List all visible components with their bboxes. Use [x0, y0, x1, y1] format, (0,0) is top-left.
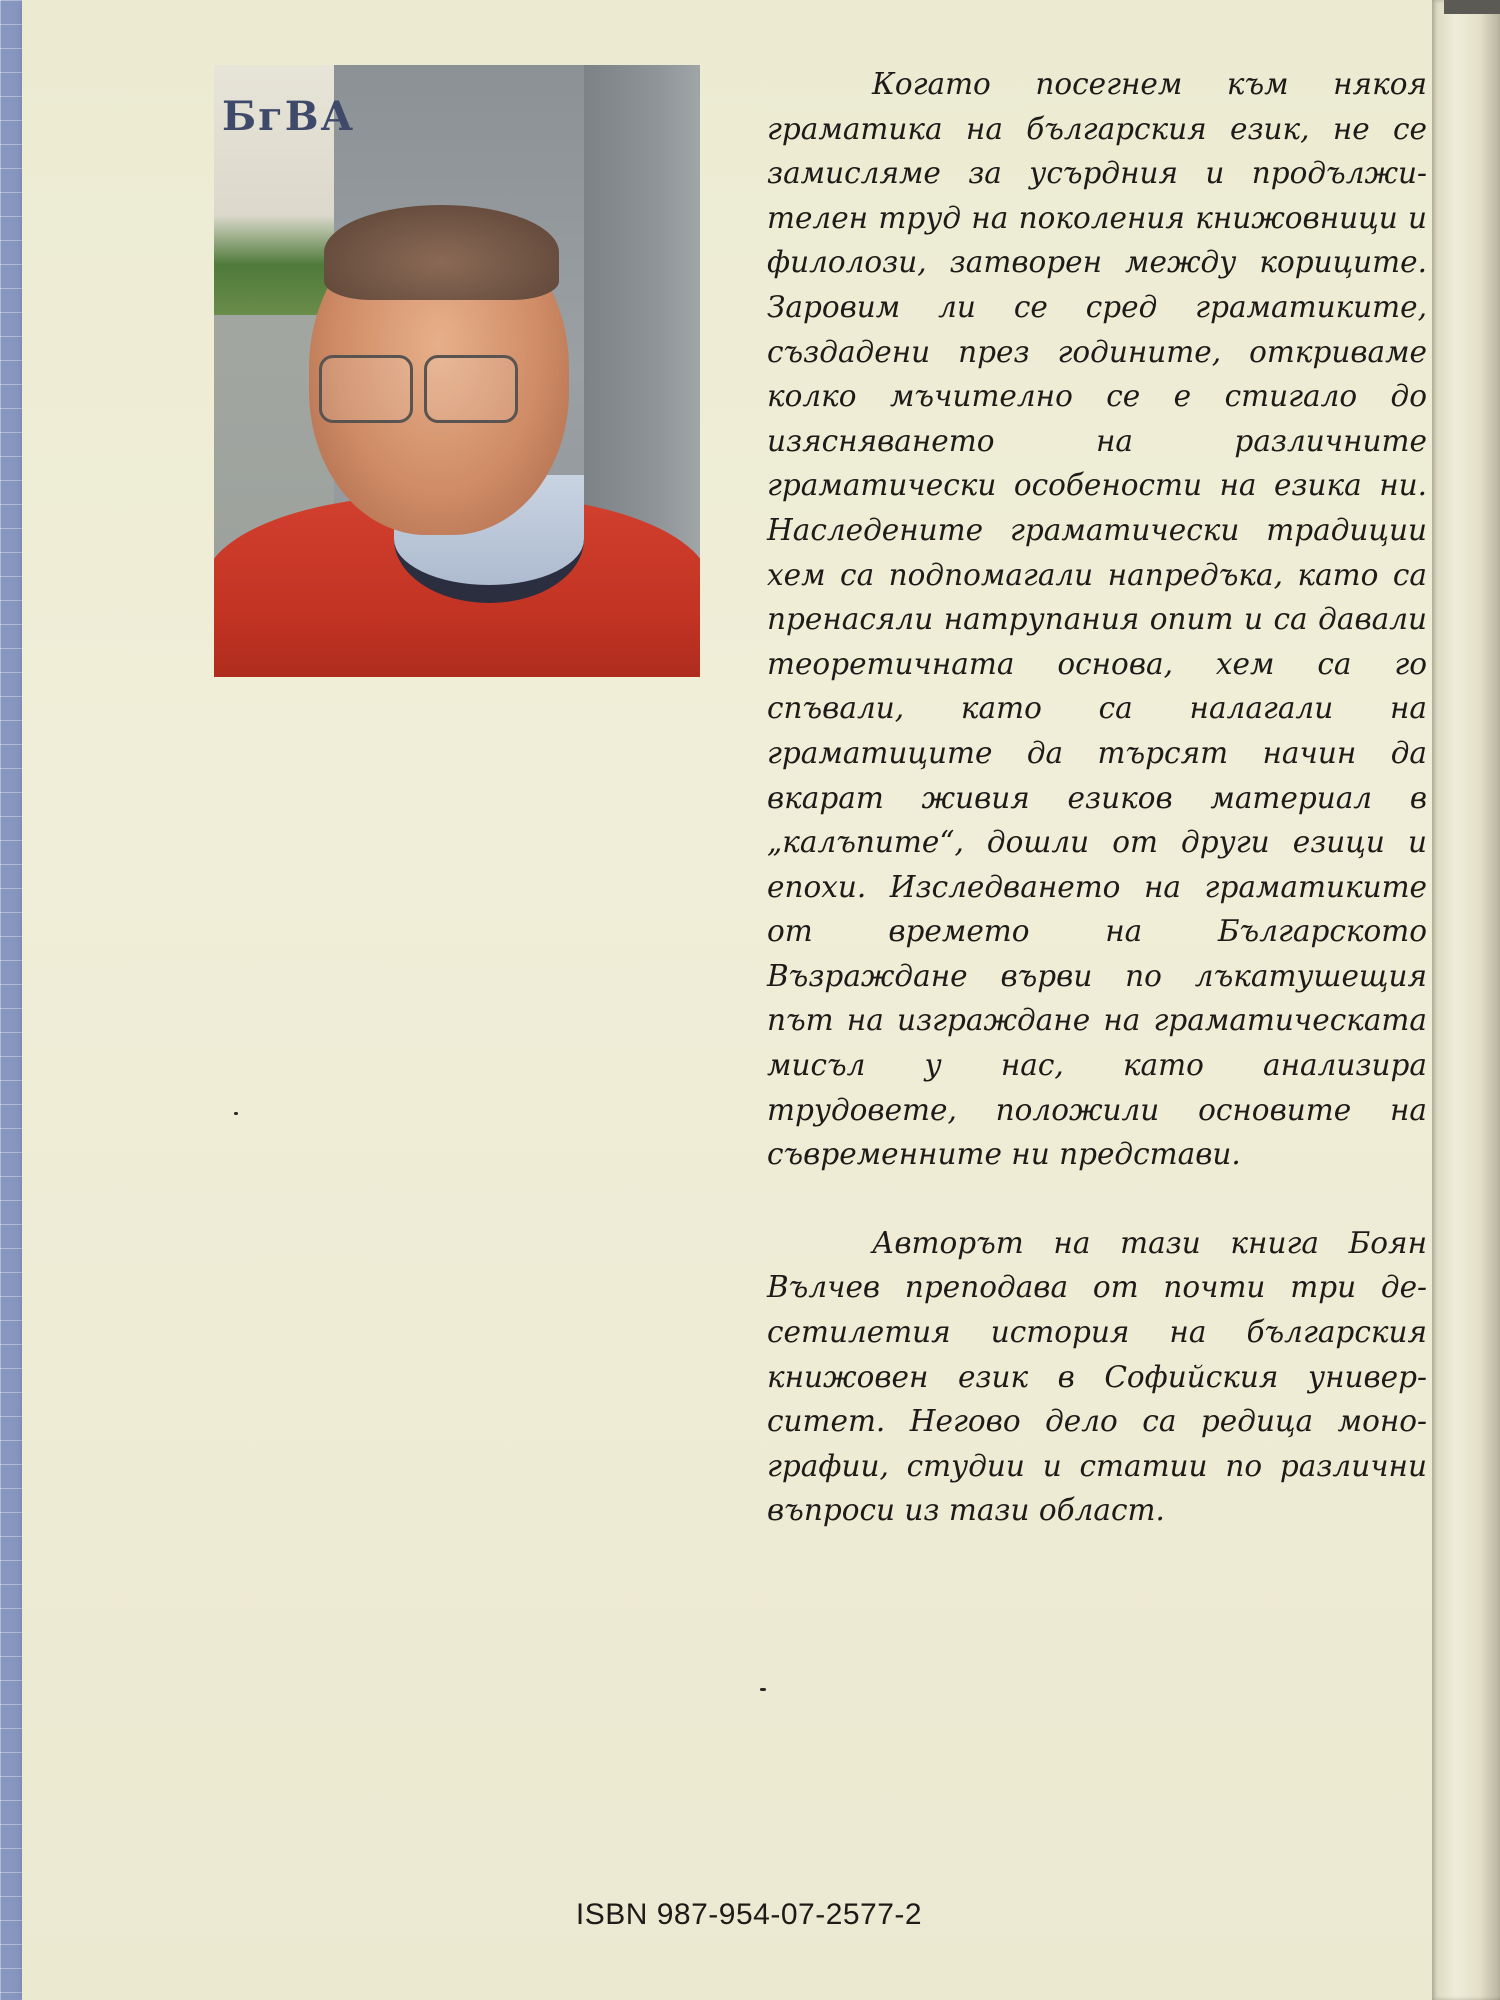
author-photo: [214, 65, 700, 677]
photo-glasses-left: [319, 355, 413, 423]
poster-letters: БгВА: [222, 93, 356, 140]
isbn: ISBN 987-954-07-2577-2: [575, 1898, 923, 1931]
photo-glasses-right: [424, 355, 518, 423]
paper-speck: [760, 1688, 766, 1691]
book-back-cover: [22, 0, 1450, 2000]
author-bio: Авторът на тази книга Боян Вълчев преподава от почти три десетилетия история на българския книжовен език в Софийския университет. Негово дело са редица монографии, студии и статии по различни въпроси из тази област.: [767, 1225, 1427, 1528]
spine-edge: [1444, 0, 1500, 14]
photo-hair: [324, 205, 559, 300]
cover-text-column: [767, 62, 1427, 1533]
paper-speck: [234, 1112, 238, 1115]
book-description: Когато посегнем към някоя граматика на българския език, не се замисляме за усърдния и продължителен труд на поколения книжовници и филолози, затворен между кориците. Заровим ли се сред граматиките, създадени през годините, откриваме колко мъчително се е стигало до изясняването на различните граматически особености на езика ни. Наследените граматически традиции хем са подпомагали напредъка, като са пренасяли натрупания опит и са давали теоретичната основа, хем са го спъвали, като са налагали на граматиците да търсят начин да вкарат живия езиков материал в „калъпите“, дошли от други езици и епохи. Изследването на граматиките от времето на Българското Възраждане върви по лъкатушещия път на изграждане на граматическата мисъл у нас, като анализира трудовете, положили основите на съвременните ни представи.: [767, 67, 1427, 1172]
book-spine: [1432, 0, 1500, 2000]
photo-poster: [214, 65, 356, 315]
